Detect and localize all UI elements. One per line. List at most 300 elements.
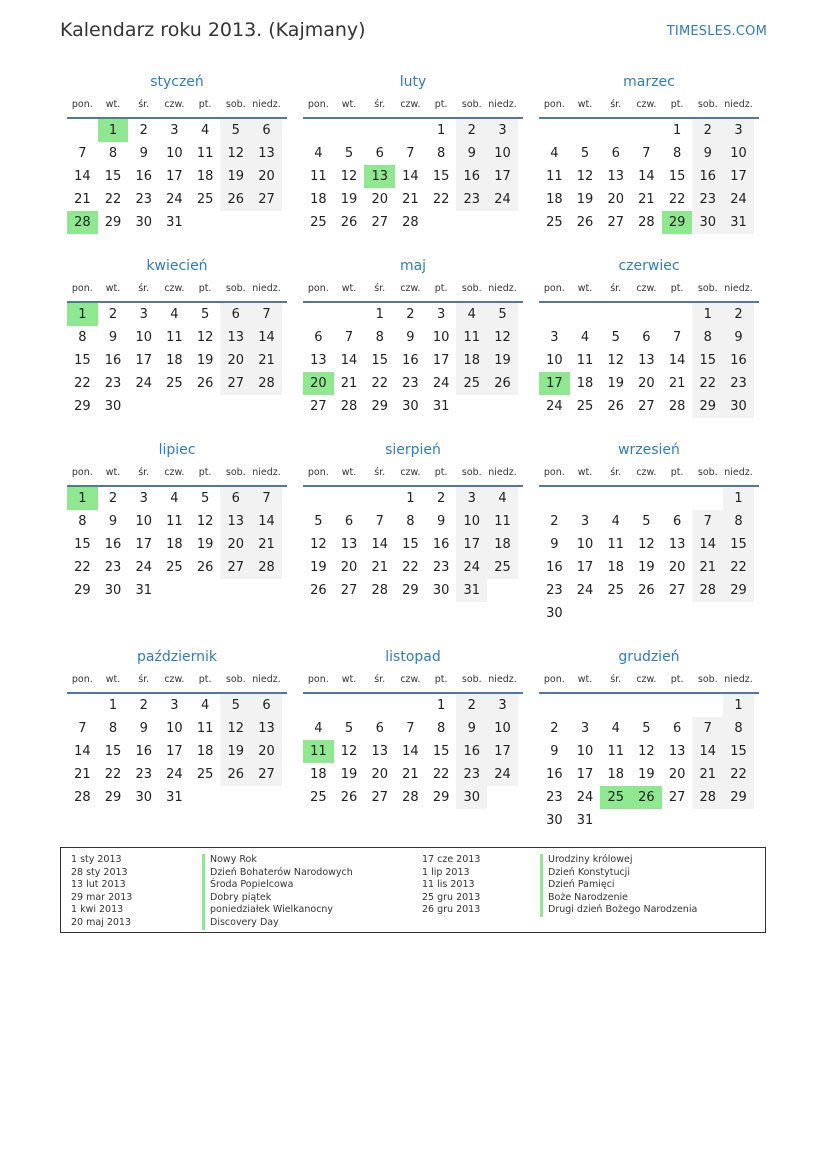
empty-day-cell [67,119,98,142]
day-cell: 22 [74,560,91,575]
month-title: maj [399,258,427,274]
empty-day-cell [220,395,251,418]
day-cell: 28 [251,556,282,579]
weekday-header [67,670,287,690]
weekday-label: sob. [461,283,482,294]
weekday-header [67,279,287,299]
day-cell: 26 [220,763,251,786]
weekday-header [539,279,759,299]
day-cell: 24 [576,790,594,805]
day-cell: 1 [723,487,754,510]
weekday-label: niedz. [724,467,753,478]
week-row [539,533,759,556]
weekday-label: wt. [105,674,121,685]
week-row [539,372,759,395]
holiday-day-cell: 28 [67,211,98,234]
day-cell: 8 [108,146,118,161]
day-cell: 13 [251,142,282,165]
day-cell: 13 [340,537,358,552]
empty-day-cell [570,303,601,326]
day-cell: 12 [638,744,655,759]
weekday-label: sob. [225,674,246,685]
week-row [539,119,759,142]
day-cell: 7 [692,510,723,533]
day-cell: 26 [487,372,518,395]
day-cell: 17 [135,353,152,368]
day-cell: 11 [456,326,487,349]
day-cell: 3 [580,721,590,736]
day-cell: 2 [108,307,118,322]
weekday-label: niedz. [252,283,281,294]
weekday-label: wt. [577,674,593,685]
day-cell: 5 [344,721,354,736]
legend-holiday-name: Środa Popielcowa [202,879,353,892]
empty-day-cell [456,211,487,234]
day-cell: 1 [723,694,754,717]
week-row [539,740,759,763]
day-cell: 3 [723,119,754,142]
day-cell: 11 [196,146,214,161]
week-row [67,142,287,165]
weekday-label: czw. [164,674,185,685]
week-row [67,165,287,188]
day-cell: 28 [668,399,686,414]
week-row [67,303,287,326]
empty-day-cell [662,303,693,326]
day-cell: 26 [196,560,214,575]
day-cell: 27 [668,583,686,598]
day-cell: 22 [723,556,754,579]
weekday-label: pt. [670,283,684,294]
day-cell: 7 [344,330,354,345]
day-cell: 15 [104,169,122,184]
day-cell: 27 [220,372,251,395]
weekday-label: sob. [461,467,482,478]
day-cell: 14 [402,744,419,759]
day-cell: 18 [576,376,594,391]
legend-date: 26 gru 2013 [422,904,481,916]
day-cell: 16 [104,353,122,368]
day-cell: 28 [371,583,388,598]
empty-day-cell [303,694,334,717]
week-row [539,556,759,579]
day-cell: 16 [546,560,563,575]
empty-day-cell [600,119,631,142]
day-cell: 12 [196,330,214,345]
week-row [539,579,759,602]
weekday-label: sob. [697,674,718,685]
holiday-day-cell: 11 [303,740,334,763]
weekday-label: wt. [105,99,121,110]
week-row [303,165,523,188]
week-row [67,510,287,533]
month-title: luty [399,74,427,90]
day-cell: 1 [108,698,118,713]
day-cell: 23 [692,188,723,211]
day-cell: 1 [436,123,446,138]
day-cell: 7 [406,721,415,736]
week-row [539,809,759,832]
week-row [67,349,287,372]
day-cell: 4 [456,303,487,326]
week-row [303,786,523,809]
empty-day-cell [334,694,365,717]
week-row [539,303,759,326]
weekday-label: wt. [577,467,593,478]
day-cell: 17 [487,740,518,763]
day-cell: 7 [672,330,682,345]
day-cell: 14 [251,510,282,533]
week-row [303,188,523,211]
day-cell: 14 [668,353,686,368]
day-cell: 9 [692,142,723,165]
empty-day-cell [692,487,723,510]
day-cell: 19 [638,560,655,575]
day-cell: 29 [692,395,723,418]
weekday-label: pon. [71,674,93,685]
day-cell: 9 [139,146,148,161]
day-cell: 31 [135,583,152,598]
weekday-label: czw. [164,283,185,294]
day-cell: 23 [104,560,122,575]
weekday-label: pt. [198,467,212,478]
day-cell: 21 [402,767,419,782]
day-cell: 23 [723,372,754,395]
day-cell: 5 [314,514,323,529]
day-cell: 2 [406,307,415,322]
day-cell: 18 [456,349,487,372]
month-title: marzec [623,74,675,90]
month-title: listopad [385,649,441,665]
day-cell: 13 [668,744,686,759]
day-cell: 29 [723,579,754,602]
weekday-label: pt. [434,99,448,110]
weekday-label: pt. [434,283,448,294]
day-cell: 18 [546,192,563,207]
day-cell: 14 [402,169,419,184]
day-cell: 16 [402,353,419,368]
weekday-label: śr. [610,99,622,110]
day-cell: 2 [456,119,487,142]
legend-date: 1 sty 2013 [71,854,122,865]
day-cell: 19 [196,537,214,552]
weekday-label: pt. [198,99,212,110]
empty-day-cell [334,119,365,142]
day-cell: 11 [166,330,183,345]
day-cell: 28 [251,372,282,395]
weekday-label: pon. [307,283,329,294]
day-cell: 27 [371,215,388,230]
day-cell: 26 [220,188,251,211]
week-row [303,303,523,326]
month-block [539,72,759,234]
empty-day-cell [600,487,631,510]
day-cell: 13 [607,169,624,184]
weekday-label: pon. [307,467,329,478]
empty-day-cell [692,809,723,832]
day-cell: 10 [166,721,183,736]
day-cell: 26 [196,376,214,391]
day-cell: 19 [487,349,518,372]
holiday-day-cell: 29 [662,211,693,234]
weekday-label: niedz. [724,283,753,294]
day-cell: 21 [638,192,655,207]
day-cell: 16 [546,767,563,782]
empty-day-cell [600,809,631,832]
day-cell: 1 [375,307,384,322]
week-row [539,763,759,786]
empty-day-cell [251,211,282,234]
day-cell: 30 [692,211,723,234]
weekday-label: pon. [307,99,329,110]
legend-date: 29 mar 2013 [71,891,133,903]
day-cell: 21 [74,767,91,782]
weekday-label: wt. [105,283,121,294]
legend-holiday-name: Drugi dzień Bożego Narodzenia [540,904,697,917]
legend-holiday-name: Nowy Rok [202,854,353,867]
empty-day-cell [600,602,631,625]
holiday-day-cell: 20 [303,372,334,395]
day-cell: 30 [456,786,487,809]
page-title: Kalendarz roku 2013. (Kajmany) [60,19,366,41]
day-cell: 23 [546,583,563,598]
weekday-label: sob. [225,283,246,294]
day-cell: 30 [546,606,563,621]
legend-left-dates [71,854,132,930]
empty-day-cell [190,786,221,809]
day-cell: 26 [340,790,358,805]
month-title: grudzień [618,649,680,665]
weekday-label: śr. [374,99,386,110]
day-cell: 25 [310,215,327,230]
day-cell: 1 [436,698,446,713]
holiday-day-cell: 1 [67,487,98,510]
holiday-day-cell: 13 [364,165,395,188]
day-cell: 16 [723,349,754,372]
day-cell: 28 [638,215,655,230]
day-cell: 5 [220,694,251,717]
day-cell: 4 [611,721,620,736]
day-cell: 15 [432,744,450,759]
day-cell: 17 [166,169,183,184]
weekday-label: sob. [697,467,718,478]
day-cell: 15 [692,349,723,372]
legend-holiday-name: Boże Narodzenie [540,892,697,905]
day-cell: 18 [196,169,214,184]
day-cell: 6 [672,514,682,529]
day-cell: 16 [456,165,487,188]
day-cell: 23 [432,560,450,575]
day-cell: 21 [668,376,686,391]
day-cell: 22 [723,763,754,786]
day-cell: 10 [166,146,183,161]
day-cell: 21 [692,763,723,786]
week-row [303,119,523,142]
legend-holiday-name: Dzień Pamięci [540,879,697,892]
day-cell: 6 [642,330,651,345]
week-row [303,142,523,165]
day-cell: 6 [251,694,282,717]
day-cell: 10 [135,330,152,345]
weekday-label: wt. [105,467,121,478]
day-cell: 19 [220,165,251,188]
day-cell: 21 [251,349,282,372]
day-cell: 3 [550,330,559,345]
day-cell: 26 [310,583,327,598]
day-cell: 19 [340,767,358,782]
week-row [303,579,523,602]
day-cell: 4 [170,491,179,506]
day-cell: 20 [220,349,251,372]
day-cell: 25 [310,790,327,805]
day-cell: 3 [487,119,518,142]
weekday-label: czw. [400,467,421,478]
week-row [303,556,523,579]
legend-holiday-name: Dobry piątek [202,892,353,905]
empty-day-cell [487,786,518,809]
day-cell: 16 [456,740,487,763]
day-cell: 16 [432,537,450,552]
month-block [67,72,287,234]
week-row [539,188,759,211]
holiday-day-cell: 26 [631,786,662,809]
week-row [303,694,523,717]
day-cell: 26 [607,399,624,414]
week-row [303,740,523,763]
day-cell: 27 [340,583,358,598]
weekday-label: pt. [198,283,212,294]
day-cell: 16 [135,744,152,759]
day-cell: 7 [642,146,651,161]
weekday-label: wt. [341,283,357,294]
day-cell: 11 [576,353,594,368]
day-cell: 12 [607,353,624,368]
week-row [67,395,287,418]
day-cell: 27 [371,790,388,805]
day-cell: 26 [340,215,358,230]
day-cell: 4 [200,123,210,138]
day-cell: 11 [166,514,183,529]
empty-day-cell [159,395,190,418]
day-cell: 10 [576,744,594,759]
week-row [67,740,287,763]
empty-day-cell [395,694,426,717]
day-cell: 9 [436,514,446,529]
day-cell: 31 [432,399,450,414]
day-cell: 8 [406,514,415,529]
empty-day-cell [631,303,662,326]
day-cell: 25 [166,376,183,391]
week-row [303,763,523,786]
weekday-label: śr. [138,674,150,685]
empty-day-cell [251,579,282,602]
weekday-label: czw. [164,99,185,110]
day-cell: 21 [402,192,419,207]
week-row [67,119,287,142]
day-cell: 9 [406,330,415,345]
day-cell: 6 [375,721,384,736]
day-cell: 2 [550,514,559,529]
day-cell: 17 [576,767,594,782]
day-cell: 14 [74,169,91,184]
day-cell: 24 [166,767,183,782]
weekday-label: sob. [461,99,482,110]
day-cell: 20 [251,165,282,188]
week-row [539,211,759,234]
week-row [67,786,287,809]
day-cell: 6 [314,330,323,345]
day-cell: 7 [375,514,384,529]
day-cell: 30 [104,583,122,598]
month-block [67,647,287,809]
day-cell: 31 [576,813,594,828]
day-cell: 2 [436,491,446,506]
empty-day-cell [631,487,662,510]
day-cell: 21 [340,376,358,391]
day-cell: 23 [546,790,563,805]
empty-day-cell [426,211,457,234]
day-cell: 27 [251,188,282,211]
empty-day-cell [662,602,693,625]
legend-date: 11 lis 2013 [422,879,475,891]
day-cell: 26 [638,583,655,598]
day-cell: 20 [607,192,624,207]
brand-link[interactable]: TIMESLES.COM [666,24,767,39]
empty-day-cell [662,694,693,717]
empty-day-cell [220,786,251,809]
day-cell: 27 [251,763,282,786]
weekday-label: niedz. [488,674,517,685]
weekday-header [303,279,523,299]
day-cell: 7 [78,146,87,161]
legend-holiday-name: Dzień Bohaterów Narodowych [202,867,353,880]
day-cell: 6 [375,146,384,161]
day-cell: 25 [166,560,183,575]
weekday-label: śr. [138,467,150,478]
day-cell: 22 [432,767,450,782]
empty-day-cell [220,579,251,602]
day-cell: 15 [723,533,754,556]
day-cell: 13 [371,744,388,759]
day-cell: 20 [668,560,686,575]
weekday-label: niedz. [488,283,517,294]
week-row [303,326,523,349]
empty-day-cell [631,119,662,142]
day-cell: 8 [375,330,384,345]
empty-day-cell [539,303,570,326]
week-row [539,717,759,740]
empty-day-cell [334,487,365,510]
day-cell: 9 [723,326,754,349]
weekday-label: sob. [225,99,246,110]
weekday-header [67,463,287,483]
week-row [303,349,523,372]
weekday-label: pon. [71,283,93,294]
weekday-label: sob. [461,674,482,685]
day-cell: 22 [74,376,91,391]
day-cell: 20 [220,533,251,556]
day-cell: 17 [487,165,518,188]
day-cell: 24 [432,376,450,391]
day-cell: 2 [139,123,148,138]
empty-day-cell [334,303,365,326]
empty-day-cell [723,602,754,625]
week-row [303,395,523,418]
day-cell: 8 [672,146,682,161]
weekday-label: pon. [71,467,93,478]
day-cell: 1 [692,303,723,326]
day-cell: 10 [432,330,450,345]
